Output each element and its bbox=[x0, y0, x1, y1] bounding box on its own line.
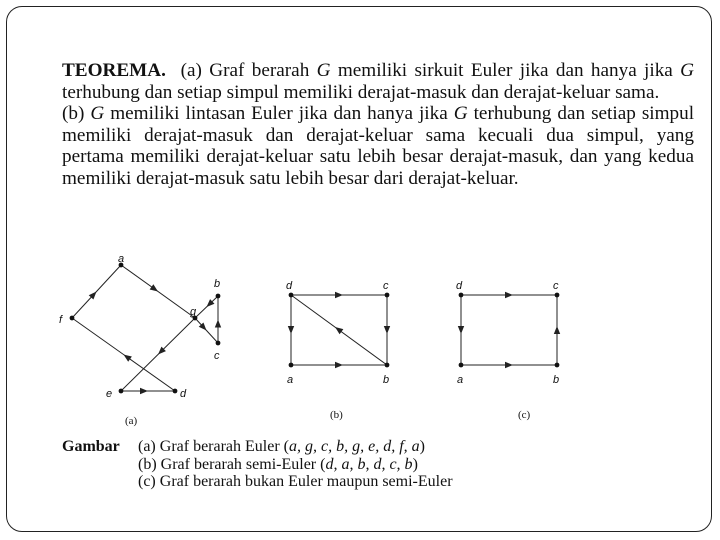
arrow-b-ab bbox=[335, 362, 343, 368]
part-b-var-2: G bbox=[453, 103, 468, 125]
graph-a-labels bbox=[59, 253, 220, 427]
caption-c-text bbox=[138, 473, 453, 491]
part-a-marker: (a) bbox=[180, 60, 202, 81]
part-b-text-1: memiliki lintasan Euler jika dan hanya jika bbox=[110, 103, 448, 125]
caption-b-post: ) bbox=[412, 455, 418, 473]
arrow-b-dc bbox=[335, 292, 343, 298]
caption-line-b bbox=[62, 456, 662, 474]
arrow-c-dc bbox=[505, 292, 513, 298]
node-label-c-d: d bbox=[456, 280, 463, 292]
part-a-text-2: memiliki sirkuit Euler jika dan hanya jika bbox=[337, 60, 673, 81]
node-label-c: c bbox=[214, 350, 220, 362]
caption-a-path: a, g, c, b, g, e, d, f, a bbox=[289, 438, 420, 455]
node-c-d bbox=[459, 293, 464, 298]
figure-caption bbox=[62, 438, 662, 491]
node-label-g: g bbox=[190, 306, 197, 318]
theorem-label: TEOREMA. bbox=[62, 60, 166, 81]
part-a-var-1: G bbox=[316, 60, 331, 81]
graph-c-nodes bbox=[459, 293, 560, 368]
graph-c-labels bbox=[456, 280, 559, 421]
node-c-a bbox=[459, 363, 464, 368]
node-label-b-a: a bbox=[287, 374, 294, 386]
node-label-e: e bbox=[106, 388, 113, 400]
node-b bbox=[216, 294, 221, 299]
part-b-marker: (b) bbox=[62, 103, 85, 125]
graph-c-arrows bbox=[458, 292, 560, 368]
arrow-b-da bbox=[288, 326, 294, 334]
node-c-b bbox=[555, 363, 560, 368]
caption-line-a bbox=[62, 438, 662, 456]
caption-b-pre: (b) Graf berarah semi-Euler ( bbox=[138, 455, 326, 473]
node-b-c bbox=[385, 293, 390, 298]
caption-b-path: d, a, b, d, c, b bbox=[325, 455, 413, 473]
node-d bbox=[173, 389, 178, 394]
node-b-a bbox=[289, 363, 294, 368]
arrow-b-cb bbox=[384, 326, 390, 334]
node-label-b-d: d bbox=[286, 280, 293, 292]
part-a-text-3: terhubung dan setiap simpul memiliki derajat-masuk dan derajat-keluar sama. bbox=[62, 81, 660, 103]
caption-a-post: ) bbox=[419, 438, 425, 455]
arrow-d-f bbox=[122, 352, 132, 362]
figure-label-a: (a) bbox=[125, 415, 138, 427]
part-a-var-2: G bbox=[680, 60, 695, 81]
part-b-text-2: terhubung dan setiap simpul memiliki derajat-masuk dan derajat-keluar sama kecuali dua simpul, yang pertama memiliki derajat-keluar satu lebih besar derajat-masuk, dan yang kedua memiliki derajat-masuk satu lebih besar dari derajat-keluar. bbox=[62, 103, 695, 189]
arrow-e-d bbox=[140, 388, 148, 394]
node-label-c-b: b bbox=[553, 374, 560, 386]
node-label-b-c: c bbox=[383, 280, 389, 292]
graph-b-labels bbox=[286, 280, 389, 421]
node-b-d bbox=[289, 293, 294, 298]
node-label-b-b: b bbox=[383, 374, 390, 386]
arrow-b-bd bbox=[333, 324, 343, 334]
caption-line-c bbox=[62, 473, 662, 491]
node-b-b bbox=[385, 363, 390, 368]
arrow-c-ab bbox=[505, 362, 513, 368]
caption-b-text bbox=[138, 456, 418, 474]
arrow-c-da bbox=[458, 326, 464, 334]
node-label-a: a bbox=[118, 253, 125, 265]
part-a-text-1: Graf berarah bbox=[209, 60, 310, 81]
node-label-d: d bbox=[180, 388, 187, 400]
node-label-c-a: a bbox=[457, 374, 464, 386]
figure-label-c: (c) bbox=[518, 409, 531, 421]
node-c-c bbox=[555, 293, 560, 298]
figure-label-b: (b) bbox=[330, 409, 343, 421]
caption-a-pre: (a) Graf berarah Euler ( bbox=[138, 438, 290, 455]
caption-head: Gambar bbox=[62, 438, 120, 455]
graph-c bbox=[461, 295, 557, 365]
node-c bbox=[216, 341, 221, 346]
graph-a bbox=[72, 265, 221, 391]
arrow-c-bc bbox=[554, 326, 560, 334]
caption-c-pre: (c) Graf berarah bukan Euler maupun semi-Euler bbox=[138, 473, 453, 490]
arrow-c-b bbox=[215, 320, 221, 328]
part-b-var-1: G bbox=[90, 103, 105, 125]
node-label-c-c: c bbox=[553, 280, 559, 292]
graph-a-arrows bbox=[89, 284, 221, 394]
node-e bbox=[119, 389, 124, 394]
node-label-b: b bbox=[214, 278, 221, 290]
arrow-a-g bbox=[150, 284, 160, 294]
caption-a-text bbox=[138, 438, 425, 456]
node-label-f: f bbox=[59, 314, 63, 326]
node-f bbox=[70, 316, 75, 321]
